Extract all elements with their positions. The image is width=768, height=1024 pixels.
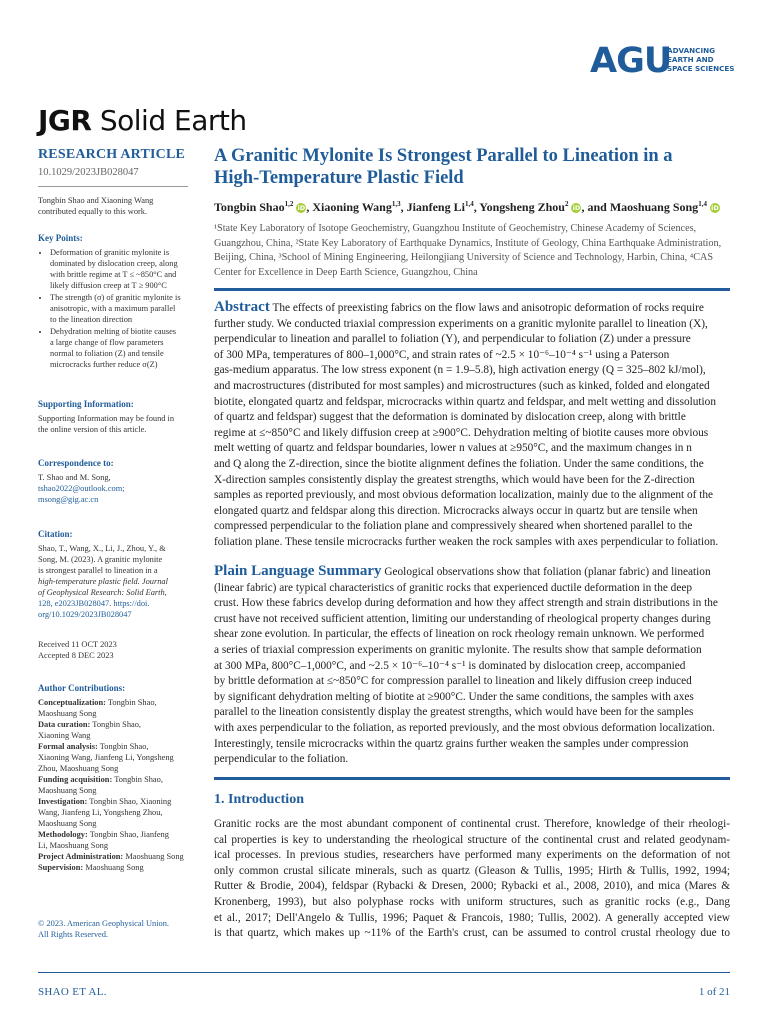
article-type: RESEARCH ARTICLE — [38, 147, 186, 162]
author: and Maoshuang Song$^{1,4}$ — [587, 200, 707, 214]
orcid-icon[interactable]: iD — [297, 204, 306, 212]
correspondence: Correspondence to: T. Shao and M. Song, tshao2022@outlook.com; msong@gig.ac.cn — [38, 458, 198, 505]
accepted-date: Accepted 8 DEC 2023 — [38, 651, 114, 660]
received-date: Received 11 OCT 2023 — [38, 640, 117, 649]
divider — [214, 777, 730, 780]
section-heading-introduction: 1. Introduction — [214, 792, 304, 807]
citation-heading: Citation: — [38, 529, 73, 539]
footer-divider — [38, 972, 730, 973]
citation-doi-link[interactable]: org/10.1029/2023JB028047 — [38, 610, 132, 619]
citation: Citation: Shao, T., Wang, X., Li, J., Zhou, Y., & Song, M. (2023). A granitic mylonite is strongest parallel to lineation in a high-temperature plastic field. Journal of Geophysical Research: Solid Earth, 128, e2023JB028047. https://doi. org/10.1029/2023JB028047 — [38, 529, 198, 620]
citation-doi-link[interactable]: 128, e2023JB028047. https://doi. — [38, 599, 150, 608]
key-point: • Dehydration melting of biotite causes a large change of flow parameters normal to foliation (Z) and tensile microcracks further reduce σ(Z) — [50, 326, 198, 370]
introduction-text: Granitic rocks are the most abundant component of continental crust. Therefore, knowledge of their rheologi- cal properties is key to understanding the rheological structure of the continental crust and related geodynam- ical processes. In previous studies, researchers have performed many experiments on the deformation of not only common crustal silicate minerals, such as quartz (Gleason & Tullis, 1995; Hirth & Tullis, 1992, 1994; Rutter & Brodie, 2004), feldspar (Rybacki & Dresen, 2000; Rybacki et al., 2008, 2010), and mica (Mares & Kronenberg, 1993), but also polyphase rocks with uniform structures, such as granitic rocks (e.g., Dang et al., 2017; Dell'Angelo & Tullis, 1996; Paquet & Francois, 1980; Tullis, 2002). A generally accepted view is that quartz, which makes up ~11% of the Earth's crust, can be assumed to control crustal rheology due to — [214, 818, 730, 940]
author: Tongbin Shao$^{1,2}$ — [214, 200, 294, 214]
page-number: 1 of 21 — [698, 986, 730, 998]
email-link[interactable]: tshao2022@outlook.com; — [38, 484, 125, 493]
dates — [38, 639, 198, 661]
article-title: A Granitic Mylonite Is Strongest Parallel to Lineation in a High-Temperature Plastic Field — [214, 146, 673, 188]
key-point: • The strength (σ) of granitic mylonite is anisotropic, with a maximum parallel to the lineation direction — [50, 292, 198, 325]
abstract: Abstract The effects of preexisting fabrics on the flow laws and anisotropic deformation of rocks require further study. We conducted triaxial compression experiments on a granitic mylonite parallel to lineation (X), perpendicular to lineation and parallel to foliation (Y), and perpendicular to foliation (Z) under a pressure of 300 MPa, temperatures of 800–1,000°C, and strain rates of ~2.5 × 10⁻⁶–10⁻⁴ s⁻¹ using a Paterson gas-medium apparatus. The low stress exponent (n = 1.9–5.8), high activation energy (Q = 325–802 kJ/mol), and macrostructures (distributed for most samples) and microstructures (such as kinked, folded and elongated biotite, elongated quartz and feldspar, microcracks within quartz and feldspar, and melt wetting and dissolution of quartz and feldspar) suggest that the deformation is dominated by dislocation creep, along with brittle regime at ≤~850°C and likely diffusion creep at ≥900°C. Dehydration melting of biotite causes more obvious melt wetting of quartz and feldspar boundaries, lower n values at ≥950°C, and the maximum changes in n and Q along the Z-direction, since the biotite alignment defines the foliation. Under the same conditions, the X-direction samples consistently display the greatest strengths, which would have been for the Z-direction samples as reported previously, and most obvious deformation localization, mainly due to the alignment of the elongated quartz and feldspar along this direction. Microcracks always occur in quartz but are tensile when compressed perpendicular to the foliation plane and compressively sheared when shortened parallel to the foliation plane. These tensile microcracks further weaken the rock samples with axes perpendicular to foliation. — [214, 299, 719, 548]
affiliations: ¹State Key Laboratory of Isotope Geochemistry, Guangzhou Institute of Geochemistry, Chinese Academy of Sciences, Guangzhou, China, ²State Key Laboratory of Earthquake Dynamics, Institute of Geology, China Earthquake Administration, Beijing, China, ³School of Mining Engineering, Heilongjiang University of Science and Technology, Harbin, China, ⁴CAS Center for Excellence in Deep Earth Science, Guangzhou, China — [214, 223, 722, 278]
agu-logo-tagline: ADVANCING EARTH AND SPACE SCIENCES — [667, 46, 735, 73]
author: Xiaoning Wang$^{1,3}$ — [312, 200, 401, 214]
author-list: Tongbin Shao$^{1,2}$ iD, Xiaoning Wang$^{1,3}$, Jianfeng Li$^{1,4}$, Yongsheng Zhou$^2$ iD, and Maoshuang Song$^{1,4}$ iD — [214, 200, 719, 214]
supporting-heading: Supporting Information: — [38, 399, 134, 409]
agu-logo — [590, 41, 740, 81]
doi: 10.1029/2023JB028047 — [38, 167, 139, 178]
orcid-icon[interactable]: iD — [572, 204, 581, 212]
copyright: © 2023. American Geophysical Union. All Rights Reserved. — [38, 919, 170, 939]
contributions-heading: Author Contributions: — [38, 683, 126, 693]
pls-heading: Plain Language Summary — [214, 563, 382, 579]
divider — [38, 186, 188, 187]
agu-logo-mark: AGU — [590, 41, 672, 81]
correspondence-heading: Correspondence to: — [38, 458, 114, 468]
footer-authors: SHAO ET AL. — [38, 986, 107, 998]
key-points-heading: Key Points: — [38, 233, 83, 243]
author-contributions: Author Contributions: Conceptualization: Tongbin Shao, Maoshuang Song Data curation: Tongbin Shao, Xiaoning Wang Formal analysis: Tongbin Shao, Xiaoning Wang, Jianfeng Li, Yongsheng Zhou, Maoshuang Song Funding acquisition: Tongbin Shao, Maoshuang Song Investigation: Tongbin Shao, Xiaoning Wang, Jianfeng Li, Yongsheng Zhou, Maoshuang Song Methodology: Tongbin Shao, Jianfeng Li, Maoshuang Song Project Administration: Maoshuang Song Supervision: Maoshuang Song — [38, 683, 198, 873]
key-points — [38, 233, 198, 371]
email-link[interactable]: msong@gig.ac.cn — [38, 495, 99, 504]
author: Jianfeng Li$^{1,4}$ — [406, 200, 474, 214]
plain-language-summary: Plain Language Summary Geological observations show that foliation (planar fabric) and lineation (linear fabric) are typical characteristics of granitic rocks that experienced ductile deformation in the deep crust. How these fabrics develop during deformation and how they affect strength and strain distributions in the crust have not received sufficient attention, limiting our understanding of rheological property changes during shear zone evolution. In particular, the effects of lineation on rock rheology remain unknown. We performed a series of triaxial compression experiments on granitic mylonite. The results show that sample deformation at 300 MPa, 800°C–1,000°C, and ~2.5 × 10⁻⁶–10⁻⁴ s⁻¹ is dominated by dislocation creep, accompanied by brittle deformation at ≤~850°C for compression parallel to lineation and likely diffusion creep induced by significant dehydration melting of biotite at ≥900°C. Under the same conditions, the samples with axes parallel to the lineation consistently display the greatest strengths, which would have been for the samples with axes perpendicular to the foliation, as reported previously, and the most obvious deformation localization. Interestingly, tensile microcracks within the quartz grains further weaken the samples under compression perpendicular to the foliation. — [214, 563, 718, 766]
supporting-information: Supporting Information: Supporting Information may be found in the online version of this article. — [38, 399, 198, 435]
orcid-icon[interactable]: iD — [711, 204, 719, 212]
abstract-heading: Abstract — [214, 299, 270, 315]
divider — [214, 288, 730, 291]
author: Yongsheng Zhou$^2$ — [479, 200, 569, 214]
equal-contribution-note: Tongbin Shao and Xiaoning Wang contributed equally to this work. — [38, 196, 154, 216]
journal-title: JGR Solid Earth — [38, 104, 247, 137]
key-point: • Deformation of granitic mylonite is dominated by dislocation creep, along with brittle regime at T ≤ ~850°C and likely diffusion creep at T ≥ 900°C — [50, 247, 198, 291]
